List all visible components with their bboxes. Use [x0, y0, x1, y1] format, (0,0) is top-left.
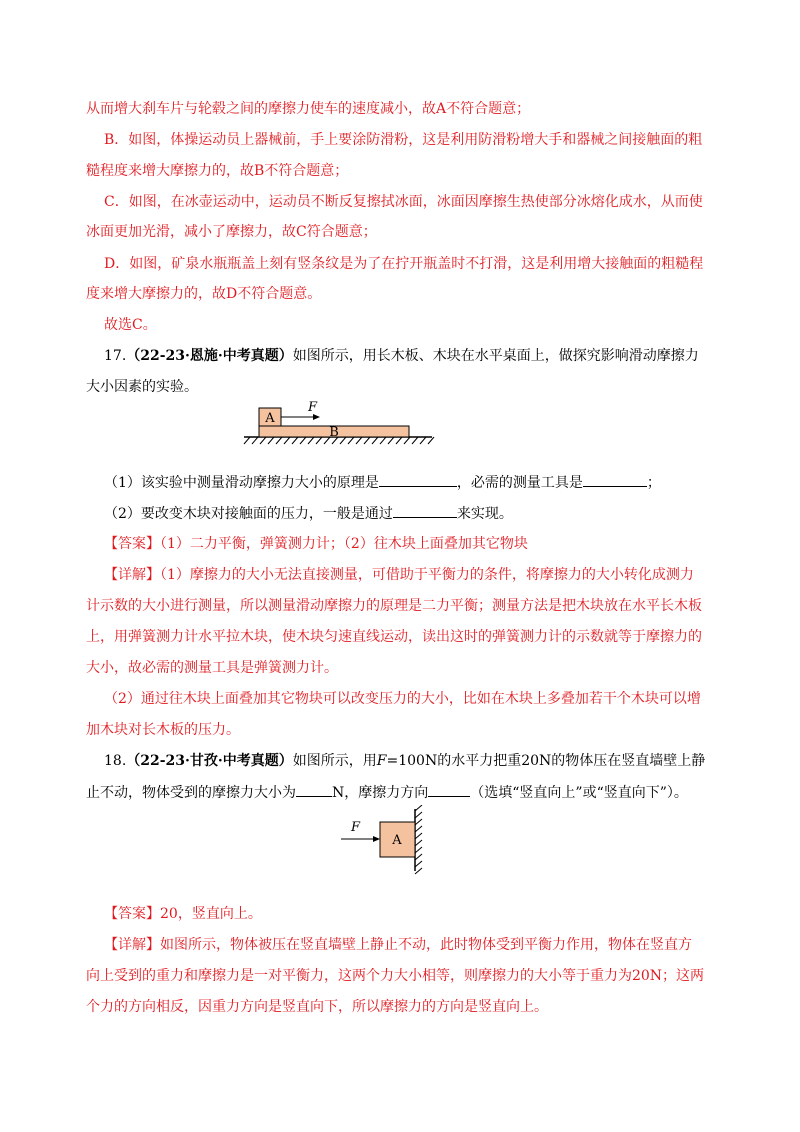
- q18-blank-friction-magnitude: [296, 782, 332, 797]
- force-f-label: F: [308, 400, 318, 415]
- q18-detail-line-2: 向上受到的重力和摩擦力是一对平衡力，这两个力大小相等，则摩擦力的大小等于重力为20N；这两: [86, 968, 705, 984]
- q17-number: 17.: [104, 348, 127, 364]
- q18-figure: [335, 805, 435, 875]
- prev-detail-option-d-line-2: 度来增大摩擦力的，故D不符合题意。: [86, 286, 322, 302]
- q17-detail-line-4: 大小，故必需的测量工具是弹簧测力计。: [86, 660, 338, 676]
- q17-sub-question-1: [104, 472, 661, 493]
- q18-number: 18.: [104, 753, 127, 769]
- q17-detail-line-1: [104, 565, 694, 585]
- wall-hatching: [415, 805, 422, 874]
- q17-answer-tag: 【答案】: [104, 536, 160, 552]
- q18-source: （22-23·甘孜·中考真题）: [126, 753, 293, 769]
- object-a-label: A: [392, 833, 402, 848]
- q18-stem-text-b: =100N的水平力把重20N的物体压在竖直墙壁上静: [386, 753, 706, 769]
- q17-sub2-text-b: 来实现。: [456, 506, 513, 522]
- q17-detail-tag: 【详解】: [104, 567, 160, 583]
- prev-detail-option-d-line-1: D．如图，矿泉水瓶瓶盖上刻有竖条纹是为了在拧开瓶盖时不打滑，这是利用增大接触面的粗糙程: [104, 256, 704, 272]
- q17-detail-text-1: （1）摩擦力的大小无法直接测量，可借助于平衡力的条件，将摩擦力的大小转化成测力: [160, 567, 694, 583]
- prev-detail-line-1: 从而增大刹车片与轮毂之间的摩擦力使车的速度减小，故A不符合题意；: [86, 101, 531, 117]
- q17-detail-line-3: 上，用弹簧测力计水平拉木块，使木块匀速直线运动，读出这时的弹簧测力计的示数就等于摩擦力的: [86, 629, 702, 645]
- q17-blank-principle: [379, 472, 457, 487]
- q18-stem2-text-b: N，摩擦力方向: [332, 785, 429, 801]
- q17-stem-text: 如图所示，用长木板、木块在水平桌面上，做探究影响滑动摩擦力: [292, 348, 699, 364]
- q17-sub1-text-c: ；: [646, 475, 661, 491]
- q17-answer-text: （1）二力平衡，弹簧测力计；（2）往木块上面叠加其它物块: [160, 536, 528, 552]
- q17-detail-line-5: （2）通过往木块上面叠加其它物块可以改变压力的大小，比如在木块上多叠加若干个木块可以增: [104, 691, 701, 707]
- q18-detail-line-3: 个力的方向相反，因重力方向是竖直向下，所以摩擦力的方向是竖直向上。: [86, 999, 548, 1015]
- q18-stem2-text-c: （选填“竖直向上”或“竖直向下”）。: [470, 785, 688, 801]
- q18-detail-tag: 【详解】: [104, 937, 160, 953]
- q18-answer: [104, 904, 262, 924]
- prev-detail-option-b-line-2: 糙程度来增大摩擦力的，故B不符合题意；: [86, 163, 349, 179]
- board-b-label: B: [329, 425, 339, 440]
- prev-detail-choose: 故选C。: [104, 317, 157, 333]
- q18-answer-text: 20，竖直向上。: [160, 906, 262, 922]
- prev-detail-option-c-line-1: C．如图，在冰壶运动中，运动员不断反复擦拭冰面，冰面因摩擦生热使部分冰熔化成水，从而使: [104, 194, 703, 210]
- q18-stem-line-2: [86, 782, 688, 803]
- q18-detail-text-1: 如图所示，物体被压在竖直墙壁上静止不动，此时物体受到平衡力作用，物体在竖直方: [160, 937, 692, 953]
- q18-force-symbol: F: [376, 753, 387, 769]
- q18-stem2-text-a: 止不动，物体受到的摩擦力大小为: [86, 785, 296, 801]
- q17-answer: [104, 534, 528, 554]
- q18-stem-line-1: [104, 751, 705, 771]
- q17-source: （22-23·恩施·中考真题）: [126, 348, 293, 364]
- table-hatching: [244, 437, 434, 444]
- q18-blank-friction-direction: [428, 782, 470, 797]
- q17-blank-method: [393, 503, 457, 518]
- q18-detail-line-1: [104, 935, 692, 955]
- q18-stem-text-a: 如图所示，用: [292, 753, 377, 769]
- q17-sub2-text-a: （2）要改变木块对接触面的压力，一般是通过: [104, 506, 393, 522]
- push-force-f-label: F: [351, 820, 361, 835]
- q17-detail-line-6: 加木块对长木板的压力。: [86, 722, 240, 738]
- q17-stem-line-1: [104, 346, 699, 366]
- prev-detail-option-b-line-1: B．如图，体操运动员上器械前，手上要涂防滑粉，这是利用防滑粉增大手和器械之间接触面的粗: [104, 132, 703, 148]
- q17-stem-line-2: 大小因素的实验。: [86, 379, 198, 395]
- q17-figure: [240, 400, 440, 452]
- block-a-label: A: [265, 411, 275, 426]
- q17-sub-question-2: [104, 503, 513, 524]
- q17-detail-line-2: 计示数的大小进行测量，所以测量滑动摩擦力的原理是二力平衡；测量方法是把木块放在水平长木板: [86, 598, 702, 614]
- q18-answer-tag: 【答案】: [104, 906, 160, 922]
- push-arrow-head: [373, 836, 380, 842]
- q17-sub1-text-a: （1）该实验中测量滑动摩擦力大小的原理是: [104, 475, 379, 491]
- q17-blank-tool: [583, 472, 647, 487]
- q17-sub1-text-b: ，必需的测量工具是: [456, 475, 583, 491]
- prev-detail-option-c-line-2: 冰面更加光滑，减小了摩擦力，故C符合题意；: [86, 224, 377, 240]
